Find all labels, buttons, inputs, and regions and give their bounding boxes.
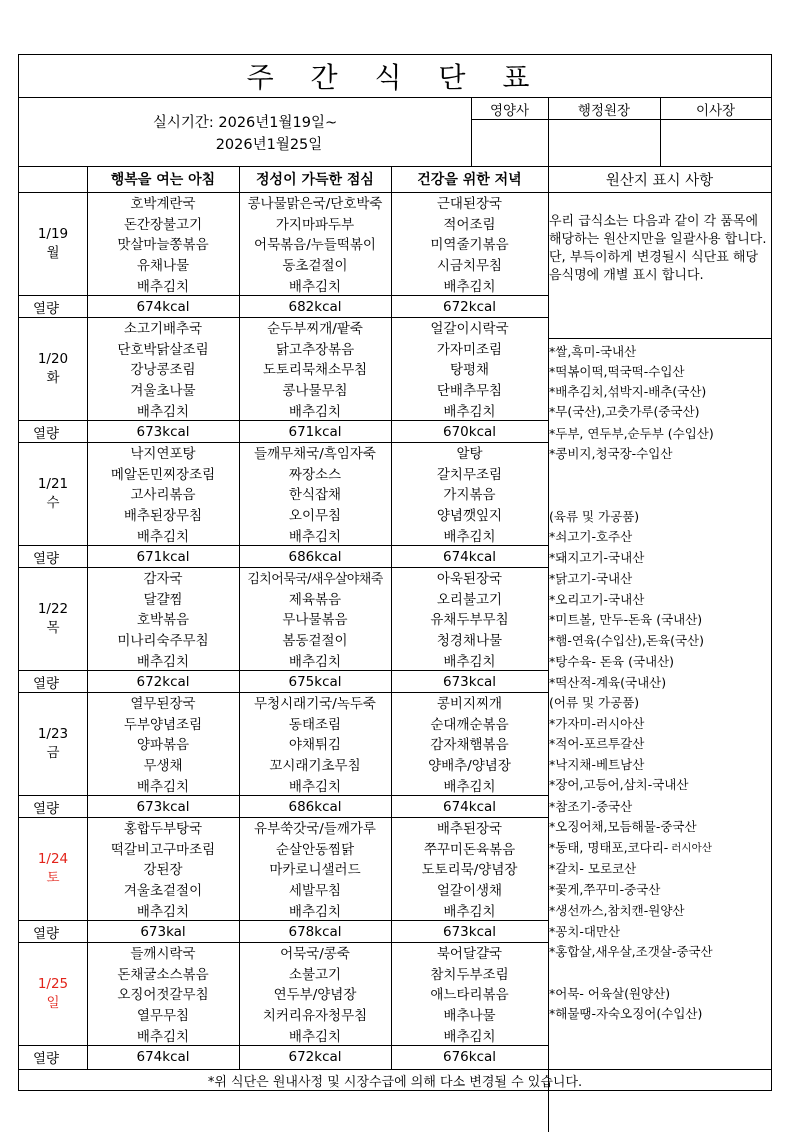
lunch-item: 배추김치 (288, 903, 342, 920)
breakfast-item: 돈간장불고기 (123, 216, 203, 233)
lunch-item: 짜장소스 (288, 466, 342, 483)
origin-item-text: *두부, 연두부,순두부 (수입산) (549, 426, 714, 441)
dinner-item: 배추김치 (443, 528, 496, 545)
breakfast-item: 낙지연포탕 (130, 446, 196, 463)
approval-chairman: 이사장 (695, 103, 736, 119)
dinner-item: 감자채햄볶음 (430, 737, 509, 754)
breakfast-item: 배추김치 (136, 403, 190, 420)
lunch-item: 콩나물무침 (282, 383, 348, 400)
breakfast-item: 열무무침 (136, 1008, 190, 1025)
breakfast-item: 배추김치 (136, 903, 190, 920)
breakfast-item: 열무된장국 (130, 696, 196, 713)
origin-item (549, 713, 644, 733)
origin-item (549, 941, 713, 961)
origin-item (549, 1003, 702, 1023)
lunch-item: 소불고기 (288, 966, 342, 983)
lunch-item: 유부쑥갓국/들깨가루 (254, 821, 376, 838)
day-label (19, 692, 87, 795)
dinner-item: 탕평채 (449, 362, 490, 379)
kcal-label: 열량 (32, 800, 60, 817)
dinner-kcal: 673kcal (442, 673, 497, 690)
lunch-item: 콩나물맑은국/단호박죽 (247, 196, 383, 213)
origin-item (549, 443, 672, 463)
breakfast-item: 배추김치 (136, 653, 190, 670)
dinner-item: 배추김치 (443, 903, 496, 920)
approval-nutritionist: 영양사 (489, 103, 530, 119)
breakfast-item: 겨울초겉절이 (123, 883, 203, 900)
lunch-item: 꼬시래기초무침 (269, 758, 361, 775)
day-label (19, 317, 87, 420)
origin-item (549, 526, 632, 546)
lunch-item: 봄동겉절이 (282, 633, 348, 650)
lunch-kcal: 686kcal (288, 548, 342, 565)
day-label (19, 192, 87, 295)
period-line-1: 실시기간: 2026년1월19일~ (152, 115, 338, 131)
dinner-item: 배추나물 (443, 1008, 496, 1025)
origin-item (549, 423, 714, 443)
origin-item (549, 774, 688, 794)
lunch-item: 어묵볶음/누들떡볶이 (254, 237, 376, 254)
breakfast-kcal: 674kcal (136, 298, 190, 315)
lunch-item: 배추김치 (288, 653, 342, 670)
breakfast-item: 호박볶음 (136, 612, 190, 629)
lunch-item: 오이무침 (288, 508, 342, 525)
footer-note: *위 식단은 원내사정 및 시장수급에 의해 다소 변경될 수 있습니다. (207, 1074, 583, 1090)
kcal-label: 열량 (32, 675, 60, 692)
lunch-item: 제육볶음 (288, 591, 342, 608)
breakfast-item: 오징어젓갈무침 (117, 987, 209, 1004)
origin-notice: 우리 급식소는 다음과 같이 각 품목에 해당하는 원산지만을 일괄사용 합니다. 단, 부득이하게 변경될시 식단표 해당 음식명에 개별 표시 합니다. (549, 214, 767, 283)
period-line-2: 2026년1월25일 (215, 137, 323, 153)
breakfast-item: 배추김치 (136, 278, 190, 295)
day-weekday: 월 (46, 244, 60, 261)
dinner-item: 콩비지찌개 (436, 696, 503, 713)
lunch-item: 무청시래기국/녹두죽 (254, 696, 376, 713)
breakfast-item: 미나리숙주무침 (117, 633, 209, 650)
origin-item (549, 796, 632, 816)
origin-item-text: *장어,고등어,삼치-국내산 (549, 777, 689, 792)
lunch-kcal: 672kcal (288, 1048, 342, 1065)
dinner-item: 애느타리볶음 (430, 987, 509, 1004)
lunch-item: 들깨무채국/흑임자죽 (254, 446, 376, 463)
day-weekday: 수 (46, 494, 60, 511)
lunch-item: 도토리묵채소무침 (262, 362, 368, 379)
origin-item-text: *가자미-러시아산 (549, 716, 645, 731)
lunch-item: 마카로니샐러드 (269, 862, 361, 879)
day-weekday: 일 (46, 994, 60, 1011)
day-date: 1/21 (37, 475, 69, 492)
kcal-label: 열량 (32, 300, 60, 317)
breakfast-item: 유채나물 (136, 258, 190, 275)
day-weekday: 화 (46, 369, 60, 386)
origin-item-text: *동태, 명태포,코다리- (549, 840, 669, 855)
header-origin: 원산지 표시 사항 (605, 172, 714, 189)
header-breakfast: 행복을 여는 아침 (110, 172, 216, 188)
breakfast-item: 강된장 (143, 862, 183, 879)
period-block (19, 99, 471, 169)
breakfast-kcal: 671kcal (136, 548, 190, 565)
kcal-label: 열량 (32, 550, 60, 567)
origin-item-text: *참조기-중국산 (549, 799, 633, 814)
lunch-item: 연두부/양념장 (273, 987, 357, 1004)
dinner-item: 배추김치 (443, 1028, 496, 1045)
dinner-item: 배추된장국 (436, 821, 503, 838)
breakfast-item: 홍합두부탕국 (123, 821, 203, 838)
lunch-item: 김치어묵국/새우살야채죽 (247, 571, 383, 587)
divider (471, 119, 771, 120)
origin-item (549, 568, 632, 588)
dinner-item: 순대깨순볶음 (430, 716, 509, 733)
breakfast-item: 메알돈민찌장조림 (110, 466, 216, 483)
origin-item-text: *닭고기-국내산 (549, 571, 633, 586)
breakfast-item: 단호박닭살조림 (117, 341, 209, 358)
lunch-kcal: 678kcal (288, 923, 342, 940)
breakfast-item: 겨울초나물 (130, 383, 196, 400)
lunch-kcal: 675kcal (288, 673, 342, 690)
dinner-item: 북어달걀국 (436, 946, 503, 963)
dinner-kcal: 676kcal (442, 1048, 497, 1065)
breakfast-kcal: 673kal (140, 923, 186, 940)
dinner-item: 배추김치 (443, 403, 496, 420)
lunch-item: 닭고추장볶음 (275, 341, 355, 358)
dinner-item: 적어조림 (443, 216, 496, 233)
breakfast-item: 배추김치 (136, 778, 190, 795)
dinner-item: 배추김치 (443, 778, 496, 795)
dinner-item: 쭈꾸미돈육볶음 (423, 841, 516, 858)
header-lunch: 정성이 가득한 점심 (256, 172, 374, 188)
breakfast-item: 떡갈비고구마조림 (110, 841, 216, 858)
breakfast-item: 강낭콩조림 (130, 362, 196, 379)
origin-item (549, 651, 674, 671)
lunch-item: 치커리유자청무침 (262, 1008, 368, 1025)
origin-item-text: *생선까스,참치캔-원양산 (549, 903, 685, 918)
lunch-item: 가지마파두부 (275, 216, 355, 233)
kcal-label: 열량 (32, 425, 60, 442)
origin-item (549, 672, 666, 692)
origin-item-text: *낙지채-베트남산 (549, 757, 645, 772)
dinner-item: 청경채나물 (436, 633, 503, 650)
header-dinner: 건강을 위한 저녁 (417, 172, 522, 188)
day-label (19, 817, 87, 920)
breakfast-item: 고사리볶음 (130, 487, 196, 504)
origin-item (549, 983, 670, 1003)
lunch-item: 한식잡채 (288, 487, 342, 504)
origin-item-text: *탕수육- 돈육 (국내산) (549, 654, 675, 669)
breakfast-item: 감자국 (143, 571, 183, 588)
origin-item-text: *적어-포르투갈산 (549, 736, 645, 751)
origin-item-text: (어류 및 가공품) (549, 695, 640, 710)
weekly-menu-sheet (18, 54, 772, 1091)
dinner-item: 근대된장국 (436, 196, 503, 213)
lunch-kcal: 686kcal (288, 798, 342, 815)
origin-item-text: *돼지고기-국내산 (549, 550, 645, 565)
origin-item (549, 401, 699, 421)
origin-item (549, 609, 702, 629)
origin-item-text: *무(국산),고춧가루(중국산) (549, 404, 700, 419)
lunch-item: 동초겉절이 (282, 258, 348, 275)
origin-item (549, 733, 644, 753)
origin-item-text: *갈치- 모로코산 (549, 861, 637, 876)
dinner-item: 갈치무조림 (436, 466, 503, 483)
day-date: 1/19 (37, 225, 69, 242)
lunch-item: 순살안동찜닭 (275, 841, 355, 858)
day-date: 1/20 (37, 350, 69, 367)
dinner-kcal: 672kcal (442, 298, 497, 315)
dinner-item: 시금치무침 (436, 258, 503, 275)
breakfast-item: 달걀찜 (143, 591, 183, 608)
day-label (19, 567, 87, 670)
kcal-label: 열량 (32, 1050, 60, 1067)
origin-item (549, 837, 712, 857)
dinner-item: 아욱된장국 (436, 571, 503, 588)
breakfast-item: 두부양념조림 (123, 716, 203, 733)
lunch-item: 배추김치 (288, 403, 342, 420)
dinner-kcal: 674kcal (442, 548, 497, 565)
origin-item-text: *햄-연육(수입산),돈육(국산) (549, 633, 704, 648)
origin-item-text: *배추김치,섞박지-배추(국산) (549, 384, 707, 399)
breakfast-item: 배추김치 (136, 1028, 190, 1045)
breakfast-item: 들깨시락국 (130, 946, 196, 963)
origin-item (549, 879, 660, 899)
origin-item (549, 921, 620, 941)
origin-item-text: *쇠고기-호주산 (549, 529, 633, 544)
breakfast-item: 무생채 (143, 758, 183, 775)
dinner-item: 유채두부무침 (430, 612, 509, 629)
breakfast-item: 맛살마늘쫑볶음 (117, 237, 209, 254)
day-weekday: 목 (46, 619, 60, 636)
breakfast-item: 양파볶음 (136, 737, 190, 754)
origin-item-text: (육류 및 가공품) (549, 509, 640, 524)
lunch-item: 배추김치 (288, 1028, 342, 1045)
kcal-label: 열량 (32, 925, 60, 942)
origin-item-text: *떡볶이떡,떡국떡-수입산 (549, 364, 685, 379)
breakfast-kcal: 674kcal (136, 1048, 190, 1065)
dinner-item: 단배추무침 (436, 383, 503, 400)
day-date: 1/25 (37, 975, 69, 992)
origin-item-text: *홍합살,새우살,조갯살-중국산 (549, 944, 713, 959)
dinner-item: 가자미조림 (436, 341, 503, 358)
origin-item-text: *미트볼, 만두-돈육 (국내산) (549, 612, 703, 627)
origin-item-text: *꽁치-대만산 (549, 924, 621, 939)
origin-item-text: *해물땡-자숙오징어(수입산) (549, 1006, 703, 1021)
day-date: 1/22 (37, 600, 69, 617)
dinner-item: 알탕 (456, 446, 483, 463)
origin-item-text: *오징어채,모듬해물-중국산 (549, 819, 697, 834)
dinner-kcal: 670kcal (442, 423, 497, 440)
origin-item-text: *떡산적-계육(국내산) (549, 675, 667, 690)
page-title: 주 간 식 단 표 (246, 61, 544, 94)
dinner-item: 양배추/양념장 (428, 758, 511, 775)
lunch-kcal: 671kcal (288, 423, 342, 440)
lunch-item: 배추김치 (288, 778, 342, 795)
dinner-item: 양념깻잎지 (436, 508, 503, 525)
breakfast-item: 배추김치 (136, 528, 190, 545)
breakfast-kcal: 673kcal (136, 798, 190, 815)
breakfast-kcal: 673kcal (136, 423, 190, 440)
lunch-item: 어묵국/콩죽 (280, 946, 350, 963)
dinner-item: 도토리묵/양념장 (421, 862, 518, 879)
origin-item (549, 900, 684, 920)
breakfast-item: 호박계란국 (130, 196, 196, 213)
origin-item (549, 506, 639, 526)
origin-item (549, 754, 644, 774)
lunch-item: 동태조림 (288, 716, 342, 733)
lunch-item: 순두부찌개/팥죽 (267, 321, 363, 338)
lunch-item: 야채튀김 (288, 737, 342, 754)
dinner-item: 얼갈이시락국 (430, 321, 509, 338)
origin-item-text: *어묵- 어육살(원양산) (549, 986, 671, 1001)
lunch-kcal: 682kcal (288, 298, 342, 315)
divider (548, 338, 771, 339)
origin-item (549, 589, 644, 609)
origin-item (549, 341, 636, 361)
origin-item (549, 816, 697, 836)
approval-director: 행정원장 (577, 103, 631, 119)
origin-item (549, 858, 636, 878)
day-date: 1/23 (37, 725, 69, 742)
origin-item-text: *쌀,흑미-국내산 (549, 344, 637, 359)
origin-item (549, 361, 684, 381)
dinner-kcal: 673kcal (442, 923, 497, 940)
lunch-item: 무나물볶음 (282, 612, 348, 629)
lunch-item: 배추김치 (288, 528, 342, 545)
day-weekday: 금 (46, 744, 60, 761)
lunch-item: 배추김치 (288, 278, 342, 295)
day-weekday: 토 (46, 869, 60, 886)
dinner-item: 배추김치 (443, 653, 496, 670)
dinner-item: 가지볶음 (443, 487, 496, 504)
day-date: 1/24 (37, 850, 69, 867)
dinner-item: 얼갈이생채 (436, 883, 503, 900)
origin-item-text: *꽃게,쭈꾸미-중국산 (549, 882, 661, 897)
origin-item (549, 381, 706, 401)
origin-item-text: *오리고기-국내산 (549, 592, 645, 607)
day-label (19, 442, 87, 545)
lunch-item: 세발무침 (288, 883, 342, 900)
day-label (19, 942, 87, 1045)
dinner-item: 오리불고기 (436, 591, 503, 608)
origin-item (549, 630, 704, 650)
origin-item-suffix: 러시아산 (671, 841, 712, 854)
breakfast-item: 돈채굴소스볶음 (117, 966, 209, 983)
dinner-item: 미역줄기볶음 (430, 237, 509, 254)
origin-item (549, 547, 644, 567)
breakfast-item: 배추된장무침 (123, 508, 203, 525)
breakfast-item: 소고기배추국 (123, 321, 203, 338)
origin-item (549, 692, 639, 712)
divider (19, 97, 771, 98)
dinner-kcal: 674kcal (442, 798, 497, 815)
origin-item-text: *콩비지,청국장-수입산 (549, 446, 673, 461)
breakfast-kcal: 672kcal (136, 673, 190, 690)
dinner-item: 참치두부조림 (430, 966, 509, 983)
dinner-item: 배추김치 (443, 278, 496, 295)
